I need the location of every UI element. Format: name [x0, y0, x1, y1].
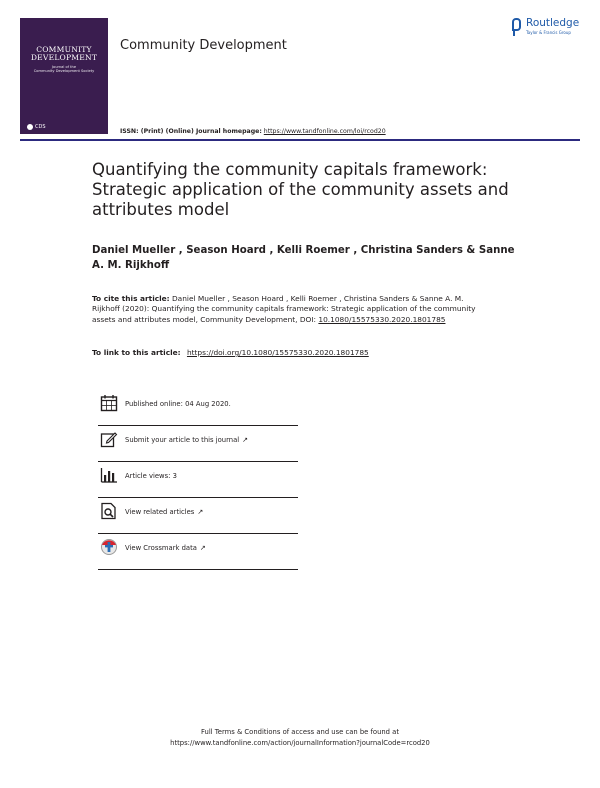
cds-logo-icon [27, 124, 33, 130]
cover-subtitle: Journal of the Community Development Society [33, 65, 95, 74]
journal-cover-image [20, 18, 108, 134]
routledge-logo-icon [512, 18, 521, 31]
article-link-line [92, 348, 532, 358]
submit-article-text: Submit your article to this journal [125, 436, 240, 444]
crossmark-icon [100, 538, 118, 556]
cover-logo [27, 124, 46, 130]
related-articles-item[interactable] [98, 498, 298, 534]
footer-terms-text: Full Terms & Conditions of access and use can be found at [201, 728, 399, 736]
external-link-icon: ↗ [197, 508, 204, 516]
cite-doi-link[interactable]: 10.1080/15575330.2020.1801785 [318, 314, 446, 324]
article-views-label: Article views: 3 [125, 472, 177, 480]
article-authors: Daniel Mueller , Season Hoard , Kelli Roemer , Christina Sanders & Sanne A. M. Rijkhoff [92, 245, 515, 271]
related-articles-label[interactable] [125, 508, 203, 516]
cite-text: Daniel Mueller , Season Hoard , Kelli Roemer , Christina Sanders & Sanne A. M. Rijkhoff (2020): Quantifying the community capitals framework: Strategic application of the community assets and attributes model, Community Development, DOI: [92, 294, 476, 324]
footer-terms-link[interactable]: https://www.tandfonline.com/action/journalInformation?journalCode=rcod20 [170, 739, 430, 747]
bar-chart-icon [100, 466, 118, 484]
issn-line [120, 128, 386, 135]
cover-logo-text: CDS [35, 124, 46, 130]
cite-label: To cite this article: [92, 294, 170, 303]
submit-article-label[interactable] [125, 436, 248, 444]
external-link-icon: ↗ [242, 436, 249, 444]
calendar-icon [100, 394, 118, 412]
header-divider [20, 139, 580, 141]
published-online-label: Published online: 04 Aug 2020. [125, 400, 231, 408]
link-label: To link to this article: [92, 348, 181, 357]
footer [0, 727, 600, 749]
article-views-item [98, 462, 298, 498]
cover-title: COMMUNITY DEVELOPMENT [30, 45, 98, 62]
article-doi-link[interactable]: https://doi.org/10.1080/15575330.2020.1801785 [186, 348, 369, 357]
publisher-name: Routledge [526, 17, 580, 29]
journal-name: Community Development [120, 38, 287, 53]
edit-icon [100, 430, 118, 448]
crossmark-text: View Crossmark data [125, 544, 197, 552]
submit-article-item[interactable] [98, 426, 298, 462]
article-info-list [98, 390, 298, 570]
crossmark-item[interactable] [98, 534, 298, 570]
article-title: Quantifying the community capitals framework: Strategic application of the community assets and attributes model [92, 160, 509, 219]
journal-homepage-link[interactable]: https://www.tandfonline.com/loi/rcod20 [263, 128, 386, 135]
issn-label: ISSN: (Print) (Online) Journal homepage: [120, 128, 262, 135]
crossmark-label[interactable] [125, 544, 206, 552]
citation-block [92, 294, 482, 325]
related-articles-text: View related articles [125, 508, 195, 516]
published-online-item [98, 390, 298, 426]
external-link-icon: ↗ [199, 544, 206, 552]
related-articles-icon [100, 502, 118, 520]
publisher-tagline: Taylor & Francis Group [526, 30, 571, 35]
